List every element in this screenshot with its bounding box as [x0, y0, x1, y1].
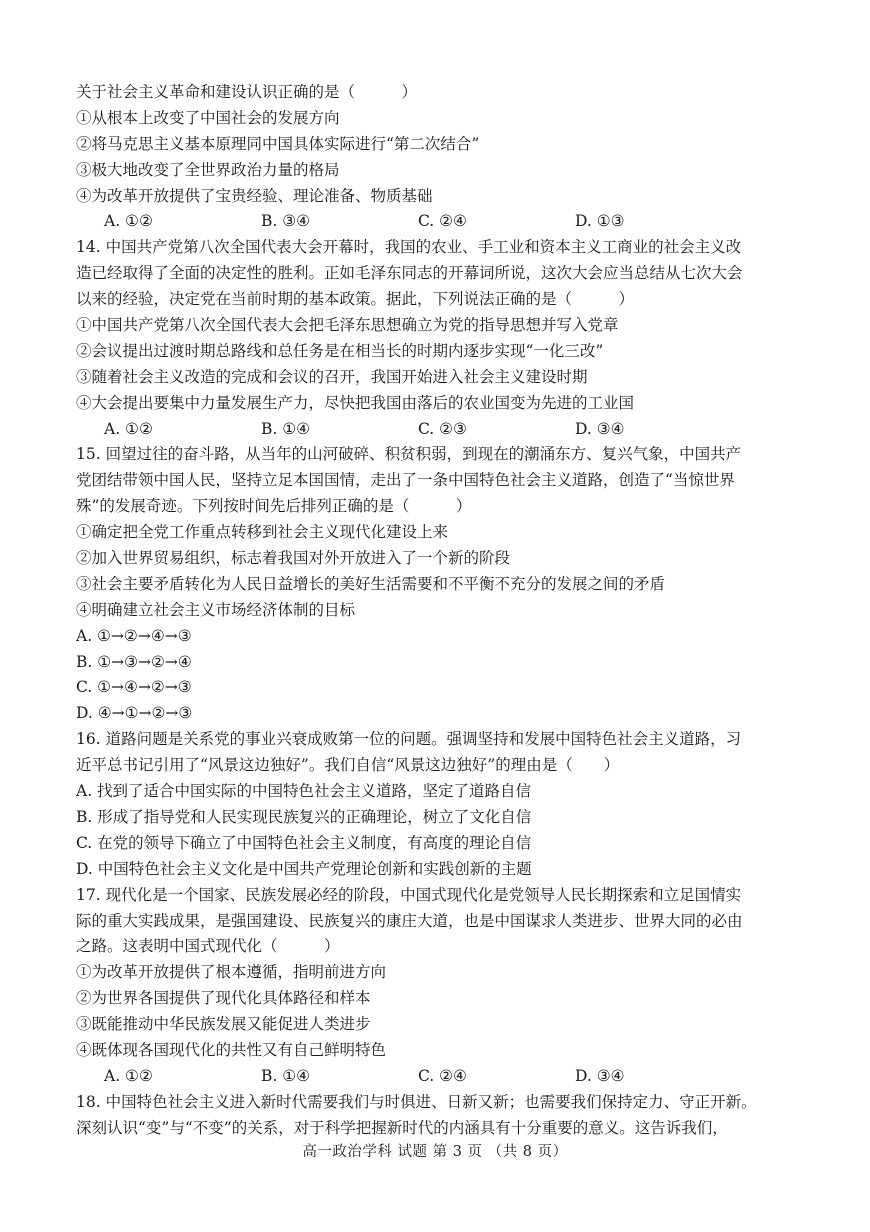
- q13-stem: 关于社会主义革命和建设认识正确的是（ ）: [76, 83, 418, 101]
- q13-option-c: C. ②④: [418, 212, 467, 231]
- q14-stem-line-2: 造已经取得了全面的决定性的胜利。正如毛泽东同志的开幕词所说，这次大会应当总结从七次大会: [76, 264, 743, 283]
- q17-option-a: A. ①②: [104, 1066, 153, 1085]
- question-content: [76, 80, 822, 1142]
- q16-option-c: C. 在党的领导下确立了中国特色社会主义制度，有高度的理论自信: [76, 833, 532, 852]
- q14-stem-line-3: 以来的经验，决定党在当前时期的基本政策。据此，下列说法正确的是（ ）: [76, 290, 635, 309]
- q17-options: [76, 1064, 822, 1090]
- q17-stem-line-2: 际的重大实践成果，是强国建设、民族复兴的康庄大道，也是中国谋求人类进步、世界大同的必由: [76, 911, 743, 930]
- q14-option-c: C. ②③: [418, 419, 467, 438]
- q15-item-2: ②加入世界贸易组织，标志着我国对外开放进入了一个新的阶段: [76, 549, 511, 568]
- q17-option-c: C. ②④: [418, 1066, 467, 1085]
- q18-stem-line-1: 18. 中国特色社会主义进入新时代需要我们与时俱进、日新又新；也需要我们保持定力、守正开新。: [76, 1092, 757, 1111]
- q15-stem-line-3: 殊”的发展奇迹。下列按时间先后排列正确的是（ ）: [76, 497, 472, 516]
- q16-option-d: D. 中国特色社会主义文化是中国共产党理论创新和实践创新的主题: [76, 859, 532, 878]
- q13-option-a: A. ①②: [104, 212, 153, 231]
- q14-option-a: A. ①②: [104, 419, 153, 438]
- q14-option-b: B. ①④: [261, 419, 311, 438]
- q15-option-c: C. ①→④→②→③: [76, 678, 192, 697]
- q15-option-b: B. ①→③→②→④: [76, 652, 192, 671]
- q15-item-4: ④明确建立社会主义市场经济体制的目标: [76, 600, 356, 619]
- q17-item-1: ①为改革开放提供了根本遵循，指明前进方向: [76, 963, 387, 982]
- q13-item-1: ①从根本上改变了中国社会的发展方向: [76, 108, 340, 127]
- q15-item-3: ③社会主要矛盾转化为人民日益增长的美好生活需要和不平衡不充分的发展之间的矛盾: [76, 574, 666, 593]
- q15-option-a: A. ①→②→④→③: [76, 626, 192, 645]
- q17-item-4: ④既体现各国现代化的共性又有自己鲜明特色: [76, 1040, 387, 1059]
- q14-options: [76, 417, 822, 443]
- q16-stem-line-1: 16. 道路问题是关系党的事业兴衰成败第一位的问题。强调坚持和发展中国特色社会主义道路，习: [76, 730, 742, 749]
- q17-stem-line-1: 17. 现代化是一个国家、民族发展必经的阶段，中国式现代化是党领导人民长期探索和立足国情实: [76, 885, 742, 904]
- q17-item-2: ②为世界各国提供了现代化具体路径和样本: [76, 989, 371, 1008]
- q16-option-b: B. 形成了指导党和人民实现民族复兴的正确理论，树立了文化自信: [76, 807, 532, 826]
- q14-item-3: ③随着社会主义改造的完成和会议的召开，我国开始进入社会主义建设时期: [76, 367, 588, 386]
- page-footer: 高一政治学科 试题 第 3 页 （共 8 页）: [302, 1144, 568, 1160]
- q18-stem-line-2: 深刻认识“变”与“不变”的关系，对于科学把握新时代的内涵具有十分重要的意义。这告诉我们，: [76, 1118, 728, 1137]
- q15-stem-line-2: 党团结带领中国人民，坚持立足本国国情，走出了一条中国特色社会主义道路，创造了“当惊世界: [76, 471, 735, 490]
- q14-stem-line-1: 14. 中国共产党第八次全国代表大会开幕时，我国的农业、手工业和资本主义工商业的社会主义改: [76, 238, 742, 257]
- q13-option-b: B. ③④: [261, 212, 311, 231]
- q14-item-4: ④大会提出要集中力量发展生产力，尽快把我国由落后的农业国变为先进的工业国: [76, 393, 635, 412]
- q17-option-d: D. ③④: [575, 1066, 625, 1085]
- q15-option-d: D. ④→①→②→③: [76, 704, 193, 723]
- q17-stem-line-3: 之路。这表明中国式现代化（ ）: [76, 937, 340, 956]
- q13-option-d: D. ①③: [575, 212, 625, 231]
- q16-option-a: A. 找到了适合中国实际的中国特色社会主义道路，坚定了道路自信: [76, 782, 532, 801]
- q16-stem-line-2: 近平总书记引用了“风景这边独好”。我们自信“风景这边独好”的理由是（ ）: [76, 756, 620, 775]
- q17-option-b: B. ①④: [261, 1066, 311, 1085]
- q13-item-3: ③极大地改变了全世界政治力量的格局: [76, 160, 340, 179]
- q13-options: [76, 209, 822, 235]
- q15-item-1: ①确定把全党工作重点转移到社会主义现代化建设上来: [76, 523, 449, 542]
- q14-item-1: ①中国共产党第八次全国代表大会把毛泽东思想确立为党的指导思想并写入党章: [76, 316, 619, 335]
- q13-item-2: ②将马克思主义基本原理同中国具体实际进行“第二次结合”: [76, 134, 480, 153]
- q14-item-2: ②会议提出过渡时期总路线和总任务是在相当长的时期内逐步实现“一化三改”: [76, 341, 604, 360]
- q14-option-d: D. ③④: [575, 419, 625, 438]
- q13-item-4: ④为改革开放提供了宝贵经验、理论准备、物质基础: [76, 186, 433, 205]
- q15-stem-line-1: 15. 回望过往的奋斗路，从当年的山河破碎、积贫积弱，到现在的潮涌东方、复兴气象，中国共产: [76, 445, 742, 464]
- q17-item-3: ③既能推动中华民族发展又能促进人类进步: [76, 1015, 371, 1034]
